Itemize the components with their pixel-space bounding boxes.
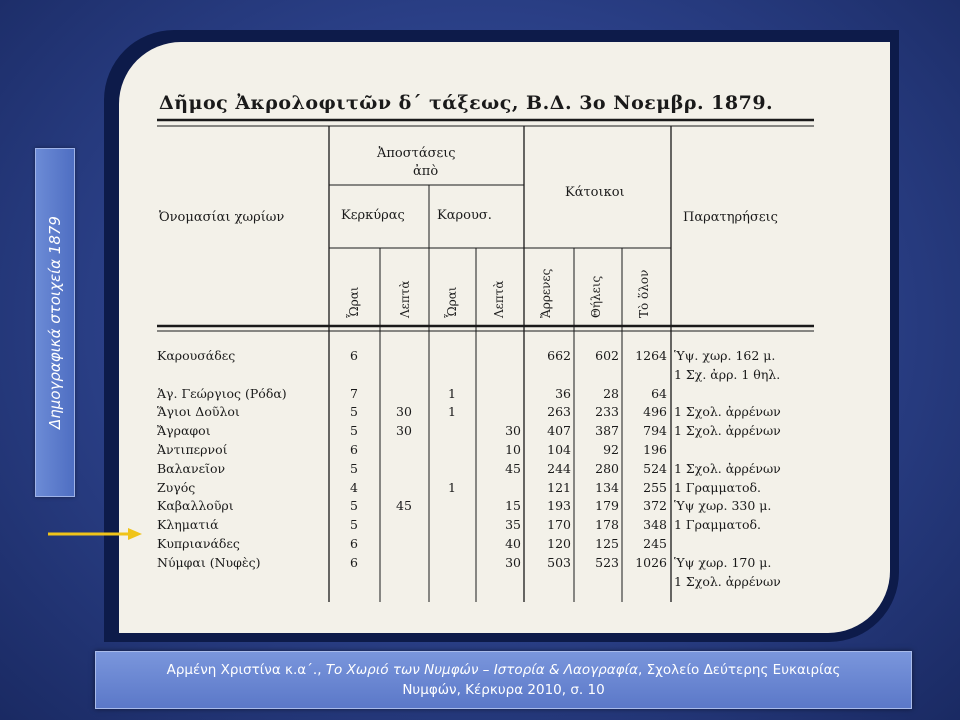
cell-females: 280 xyxy=(595,460,619,476)
cell-name: Καβαλλοῦρι xyxy=(157,498,234,514)
header-hours-1: Ὧραι xyxy=(347,286,361,318)
cell-name: Ζυγός xyxy=(157,479,196,495)
cell-h1: 7 xyxy=(350,385,358,401)
cell-m2: 30 xyxy=(505,423,521,439)
cell-females: 523 xyxy=(595,554,619,570)
header-hours-2: Ὧραι xyxy=(445,286,459,318)
caption-rest: , Σχολείο Δεύτερης Ευκαιρίας xyxy=(638,662,841,678)
header-females: Θήλεις xyxy=(589,275,603,318)
cell-females: 233 xyxy=(595,404,619,420)
cell-h2: 1 xyxy=(448,385,456,401)
cell-males: 244 xyxy=(547,460,571,476)
cell-males: 263 xyxy=(547,404,571,420)
cell-total: 255 xyxy=(643,479,667,495)
cell-females: 92 xyxy=(603,442,619,457)
cell-remark: 1 Σχολ. ἀρρένων xyxy=(674,460,781,476)
cell-total: 372 xyxy=(643,498,667,514)
cell-name: Νύμφαι (Νυφὲς) xyxy=(157,554,261,570)
cell-h2: 1 xyxy=(448,404,456,420)
cell-h1: 5 xyxy=(350,460,358,476)
cell-h1: 6 xyxy=(350,442,358,457)
cell-females: 178 xyxy=(595,517,619,533)
cell-males: 407 xyxy=(547,423,571,439)
cell-remark: 1 Γραμματοδ. xyxy=(674,479,762,495)
cell-total: 348 xyxy=(643,517,667,533)
cell-total: 245 xyxy=(643,536,667,551)
cell-males: 503 xyxy=(547,554,571,570)
cell-name: Ἁγ. Γεώργιος (Ρόδα) xyxy=(157,385,287,401)
header-males: Ἄρρενες xyxy=(539,268,553,318)
header-distances: Ἀποστάσεις xyxy=(377,146,456,161)
arrow-right-icon xyxy=(48,527,143,541)
caption-authors: Αρμένη Χριστίνα κ.α΄., xyxy=(166,662,322,678)
table-row xyxy=(119,404,890,422)
caption-book-title: Το Χωριό των Νυμφών – Ιστορία & Λαογραφία xyxy=(325,662,638,678)
cell-m2: 45 xyxy=(505,460,521,476)
cell-remark: 1 Σχολ. ἀρρένων xyxy=(674,573,781,589)
cell-remark: 1 Σχολ. ἀρρένων xyxy=(674,423,781,439)
table-row xyxy=(119,386,890,404)
cell-total: 196 xyxy=(643,442,667,457)
cell-total: 1264 xyxy=(635,348,667,363)
cell-remark: Ὑψ χωρ. 330 μ. xyxy=(674,498,772,514)
header-karous: Καρουσ. xyxy=(437,208,492,223)
cell-h1: 6 xyxy=(350,348,358,363)
cell-h1: 5 xyxy=(350,423,358,439)
cell-males: 121 xyxy=(547,479,571,495)
document-title: Δῆμος Ἀκρολοφιτῶν δ΄ τάξεως, Β.Δ. 3ο Νοεμβρ. 1879. xyxy=(159,92,774,114)
table-row xyxy=(119,461,890,479)
cell-total: 524 xyxy=(643,460,667,476)
cell-total: 64 xyxy=(651,385,667,401)
cell-name: Ἅγιοι Δοῦλοι xyxy=(157,404,240,420)
table-row xyxy=(119,498,890,516)
cell-females: 125 xyxy=(595,536,619,551)
table-row xyxy=(119,517,890,535)
cell-females: 387 xyxy=(595,423,619,439)
side-label-panel xyxy=(35,148,75,497)
cell-h1: 5 xyxy=(350,517,358,533)
cell-males: 36 xyxy=(555,385,571,401)
caption-panel xyxy=(95,651,912,709)
cell-m1: 30 xyxy=(396,423,412,439)
cell-total: 1026 xyxy=(635,554,667,570)
table-row xyxy=(119,574,890,592)
cell-m2: 30 xyxy=(505,554,521,570)
table-row xyxy=(119,367,890,385)
cell-h1: 4 xyxy=(350,479,358,495)
header-villages: Ὀνομασίαι χωρίων xyxy=(159,210,285,225)
cell-remark: 1 Σχ. ἀρρ. 1 θηλ. xyxy=(674,366,781,382)
cell-males: 104 xyxy=(547,442,571,457)
cell-name: Βαλανεῖον xyxy=(157,460,226,476)
cell-m2: 15 xyxy=(505,498,521,514)
header-total: Τὸ ὅλον xyxy=(637,269,651,318)
header-kerkyra: Κερκύρας xyxy=(341,208,405,223)
table-row xyxy=(119,442,890,460)
table-row xyxy=(119,536,890,554)
cell-m2: 35 xyxy=(505,517,521,533)
cell-remark: 1 Σχολ. ἀρρένων xyxy=(674,404,781,420)
cell-h2: 1 xyxy=(448,479,456,495)
header-remarks: Παρατηρήσεις xyxy=(683,210,778,225)
header-inhabitants: Κάτοικοι xyxy=(565,185,625,200)
cell-females: 602 xyxy=(595,348,619,363)
cell-males: 662 xyxy=(547,348,571,363)
table-row xyxy=(119,423,890,441)
cell-name: Κυπριανάδες xyxy=(157,536,240,551)
cell-h1: 6 xyxy=(350,554,358,570)
cell-h1: 6 xyxy=(350,536,358,551)
header-distances-from: ἀπὸ xyxy=(413,164,439,179)
cell-males: 193 xyxy=(547,498,571,514)
cell-remark: 1 Γραμματοδ. xyxy=(674,517,762,533)
table-row xyxy=(119,348,890,366)
cell-males: 120 xyxy=(547,536,571,551)
cell-m2: 10 xyxy=(505,442,521,457)
cell-name: Καρουσάδες xyxy=(157,348,236,363)
cell-females: 134 xyxy=(595,479,619,495)
cell-total: 496 xyxy=(643,404,667,420)
side-label-text: Δημογραφικά στοιχεία 1879 xyxy=(46,216,64,429)
header-minutes-2: Λεπτὰ xyxy=(492,280,506,318)
cell-h1: 5 xyxy=(350,498,358,514)
cell-m2: 40 xyxy=(505,536,521,551)
cell-males: 170 xyxy=(547,517,571,533)
cell-remark: Ὑψ χωρ. 170 μ. xyxy=(674,554,772,570)
cell-h1: 5 xyxy=(350,404,358,420)
cell-females: 28 xyxy=(603,385,619,401)
cell-remark: Ὑψ. χωρ. 162 μ. xyxy=(674,348,776,363)
scanned-document xyxy=(119,42,890,633)
table-row xyxy=(119,480,890,498)
cell-females: 179 xyxy=(595,498,619,514)
cell-name: Κληματιά xyxy=(157,517,219,533)
caption-line2: Νυμφών, Κέρκυρα 2010, σ. 10 xyxy=(402,682,605,698)
header-minutes-1: Λεπτὰ xyxy=(398,280,412,318)
table-row xyxy=(119,555,890,573)
cell-m1: 45 xyxy=(396,498,412,514)
cell-name: Ἀντιπερνοί xyxy=(157,442,228,457)
cell-m1: 30 xyxy=(396,404,412,420)
cell-total: 794 xyxy=(643,423,667,439)
cell-name: Ἄγραφοι xyxy=(157,423,211,439)
